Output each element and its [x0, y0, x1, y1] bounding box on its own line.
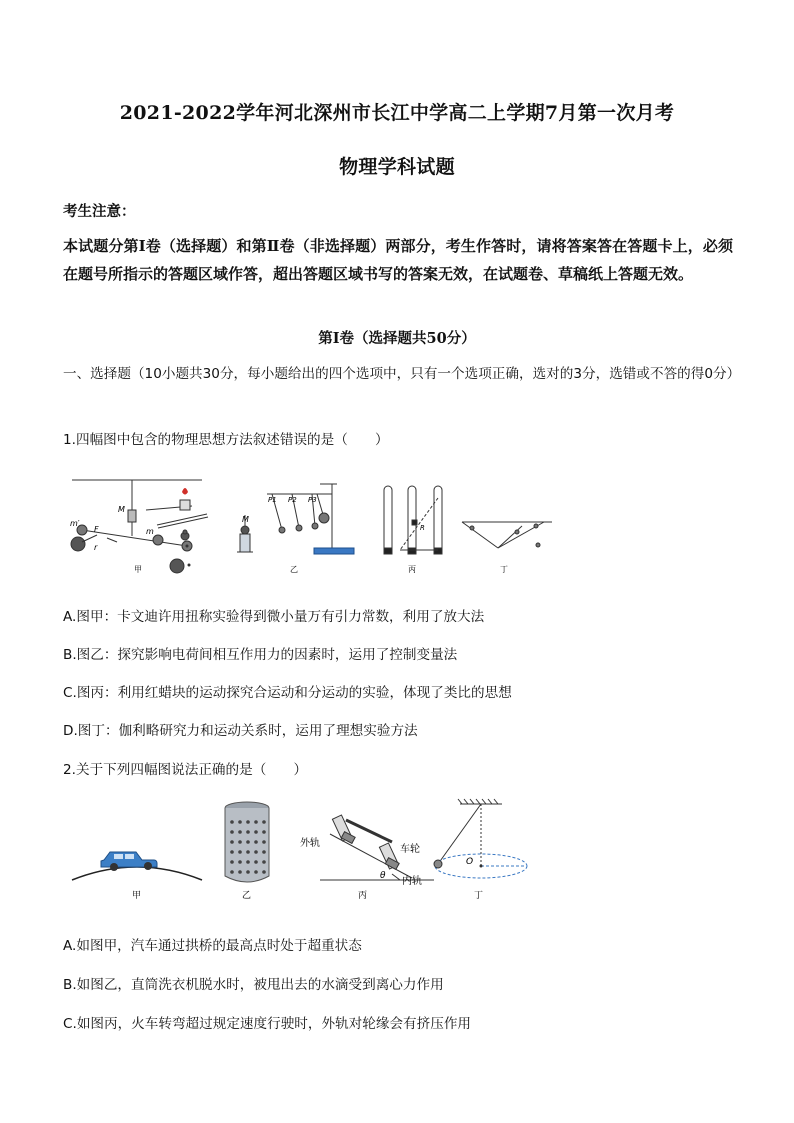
caption-jia-2: 甲 [132, 891, 142, 901]
label-wheel: 车轮 [400, 844, 420, 855]
label-p2: P2 [288, 496, 297, 504]
caption-bing-2: 丙 [358, 891, 368, 901]
figure-jia-car-bridge [72, 852, 202, 880]
caption-bing: 丙 [408, 565, 416, 574]
label-outer-rail: 外轨 [300, 838, 320, 849]
label-f: F [94, 525, 99, 534]
section-instructions: 一、选择题（10小题共30分，每小题给出的四个选项中，只有一个选项正确，选对的3分，选错或不答的得0分） [63, 366, 741, 382]
question-1-figure [62, 470, 562, 582]
label-p1: P1 [268, 496, 277, 504]
figure-ding-galileo-incline [462, 522, 552, 548]
label-r: r [94, 543, 98, 552]
label-inner-rail: 内轨 [402, 876, 422, 887]
figure-yi-washer-drum [225, 802, 269, 882]
caption-yi-2: 乙 [242, 891, 252, 901]
label-theta: θ [380, 871, 386, 881]
label-m-small: m [146, 527, 154, 536]
notice-body: 本试题分第Ⅰ卷（选择题）和第Ⅱ卷（非选择题）两部分，考生作答时，请将答案答在答题卡上，必须在题号所指示的答题区域作答，超出答题区域书写的答案无效，在试题卷、草稿纸上答题无效。 [63, 237, 733, 283]
caption-yi: 乙 [290, 565, 298, 574]
label-m-prime: m′ [70, 519, 80, 528]
question-1-option-b: B.图乙：探究影响电荷间相互作用力的因素时，运用了控制变量法 [63, 647, 458, 663]
flame-icon [182, 488, 188, 495]
question-1-stem: 1.四幅图中包含的物理思想方法叙述错误的是（ ） [63, 432, 389, 448]
question-2-option-b: B.如图乙，直筒洗衣机脱水时，被甩出去的水滴受到离心力作用 [63, 977, 444, 993]
caption-ding-2: 丁 [474, 891, 484, 901]
question-2-option-c: C.如图丙，火车转弯超过规定速度行驶时，外轨对轮缘会有挤压作用 [63, 1016, 472, 1032]
notice-label: 考生注意： [63, 203, 136, 220]
question-1-option-a: A.图甲：卡文迪许用扭称实验得到微小量万有引力常数，利用了放大法 [63, 609, 485, 625]
caption-ding: 丁 [500, 565, 508, 574]
label-m-big: M [118, 505, 125, 514]
exam-subtitle: 物理学科试题 [339, 156, 455, 178]
question-1-option-c: C.图丙：利用红蜡块的运动探究合运动和分运动的实验，体现了类比的思想 [63, 685, 512, 701]
label-r-bing: R [420, 524, 425, 532]
exam-title: 2021-2022学年河北深州市长江中学高二上学期7月第一次月考 [119, 102, 675, 124]
figure-bing-wax-tubes [384, 486, 442, 554]
caption-jia: 甲 [134, 565, 142, 574]
label-o: O [466, 857, 474, 867]
figure-yi-charge-setup [237, 484, 354, 554]
question-2-figure [62, 798, 562, 908]
section-title: 第Ⅰ卷（选择题共50分） [318, 330, 476, 347]
question-1-option-d: D.图丁：伽利略研究力和运动关系时，运用了理想实验方法 [63, 723, 418, 739]
question-2-option-a: A.如图甲，汽车通过拱桥的最高点时处于超重状态 [63, 938, 362, 954]
figure-jia-torsion-balance [71, 480, 208, 573]
label-p3: P3 [308, 496, 317, 504]
question-2-stem: 2.关于下列四幅图说法正确的是（ ） [63, 762, 308, 778]
label-m-yi: M [242, 515, 249, 524]
figure-ding-conical-pendulum [434, 799, 527, 878]
